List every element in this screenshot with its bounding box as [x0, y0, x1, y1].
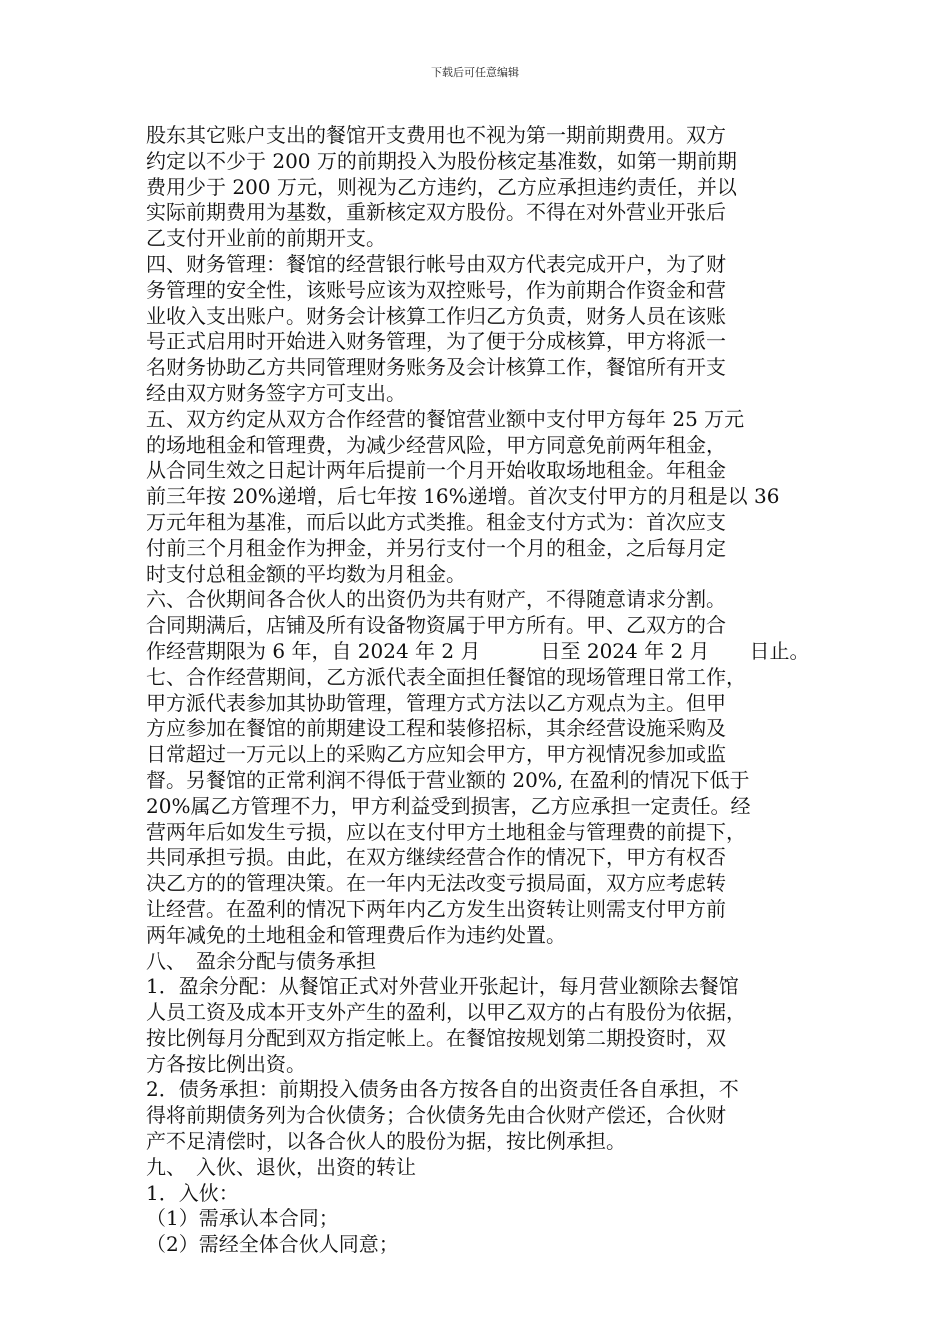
body-line: 督。另餐馆的正常利润不得低于营业额的 20%, 在盈利的情况下低于 — [146, 767, 750, 792]
body-line: 让经营。在盈利的情况下两年内乙方发生出资转让则需支付甲方前 — [146, 896, 726, 921]
body-line: 产不足清偿时，以各合伙人的股份为据，按比例承担。 — [146, 1129, 626, 1154]
body-line: 业收入支出账户。财务会计核算工作归乙方负责，财务人员在该账 — [146, 303, 726, 328]
body-line: 四、财务管理：餐馆的经营银行帐号由双方代表完成开户，为了财 — [146, 251, 726, 276]
body-line: 经由双方财务签字方可支出。 — [146, 380, 406, 405]
document-body — [146, 123, 814, 1258]
body-line: 2．债务承担：前期投入债务由各方按各自的出资责任各自承担，不 — [146, 1077, 739, 1102]
body-line: 名财务协助乙方共同管理财务账务及会计核算工作，餐馆所有开支 — [146, 355, 726, 380]
body-line: （1）需承认本合同； — [146, 1206, 339, 1231]
body-line: 时支付总租金额的平均数为月租金。 — [146, 561, 466, 586]
body-line: 合同期满后，店铺及所有设备物资属于甲方所有。甲、乙双方的合 — [146, 613, 726, 638]
body-line: 从合同生效之日起计两年后提前一个月开始收取场地租金。年租金 — [146, 458, 726, 483]
body-line: 方各按比例出资。 — [146, 1051, 306, 1076]
page-header: 下载后可任意编辑 — [431, 66, 519, 79]
body-line: （2）需经全体合伙人同意； — [146, 1232, 399, 1257]
body-line: 实际前期费用为基数，重新核定双方股份。不得在对外营业开张后 — [146, 200, 726, 225]
body-line: 1．入伙： — [146, 1180, 239, 1205]
body-line: 付前三个月租金作为押金，并另行支付一个月的租金，之后每月定 — [146, 535, 726, 560]
body-line: 按比例每月分配到双方指定帐上。在餐馆按规划第二期投资时，双 — [146, 1025, 726, 1050]
body-line: 营两年后如发生亏损，应以在支付甲方土地租金与管理费的前提下， — [146, 819, 746, 844]
body-line: 1．盈余分配：从餐馆正式对外营业开张起计，每月营业额除去餐馆 — [146, 974, 739, 999]
body-line: 前三年按 20%递增，后七年按 16%递增。首次支付甲方的月租是以 36 — [146, 484, 780, 509]
body-line: 20%属乙方管理不力，甲方利益受到损害，乙方应承担一定责任。经 — [146, 793, 751, 818]
body-line: 决乙方的的管理决策。在一年内无法改变亏损局面，双方应考虑转 — [146, 871, 726, 896]
body-line: 甲方派代表参加其协助管理，管理方式方法以乙方观点为主。但甲 — [146, 690, 726, 715]
body-line: 方应参加在餐馆的前期建设工程和装修招标，其余经营设施采购及 — [146, 716, 726, 741]
body-line: 五、双方约定从双方合作经营的餐馆营业额中支付甲方每年 25 万元 — [146, 406, 745, 431]
body-line: 六、合伙期间各合伙人的出资仍为共有财产，不得随意请求分割。 — [146, 587, 726, 612]
body-line: 八、 盈余分配与债务承担 — [146, 948, 376, 973]
body-line: 人员工资及成本开支外产生的盈利，以甲乙双方的占有股份为依据， — [146, 1000, 746, 1025]
body-line: 两年减免的土地租金和管理费后作为违约处置。 — [146, 922, 566, 947]
body-line: 号正式启用时开始进入财务管理，为了便于分成核算，甲方将派一 — [146, 329, 726, 354]
body-line: 九、 入伙、退伙，出资的转让 — [146, 1154, 416, 1179]
body-line: 七、合作经营期间，乙方派代表全面担任餐馆的现场管理日常工作， — [146, 664, 746, 689]
body-line: 的场地租金和管理费，为减少经营风险，甲方同意免前两年租金， — [146, 432, 726, 457]
body-line: 费用少于 200 万元，则视为乙方违约，乙方应承担违约责任，并以 — [146, 174, 737, 199]
body-line: 日常超过一万元以上的采购乙方应知会甲方，甲方视情况参加或监 — [146, 742, 726, 767]
body-line: 万元年租为基准，而后以此方式类推。租金支付方式为：首次应支 — [146, 509, 726, 534]
body-line: 乙支付开业前的前期开支。 — [146, 226, 386, 251]
body-line: 得将前期债务列为合伙债务；合伙债务先由合伙财产偿还，合伙财 — [146, 1103, 726, 1128]
body-line: 务管理的安全性，该账号应该为双控账号，作为前期合作资金和营 — [146, 277, 726, 302]
body-line: 约定以不少于 200 万的前期投入为股份核定基准数，如第一期前期 — [146, 148, 737, 173]
body-line: 股东其它账户支出的餐馆开支费用也不视为第一期前期费用。双方 — [146, 123, 726, 147]
body-line: 共同承担亏损。由此，在双方继续经营合作的情况下，甲方有权否 — [146, 845, 726, 870]
body-line: 作经营期限为 6 年，自 2024 年 2 月 日至 2024 年 2 月 日止。 — [146, 638, 810, 663]
